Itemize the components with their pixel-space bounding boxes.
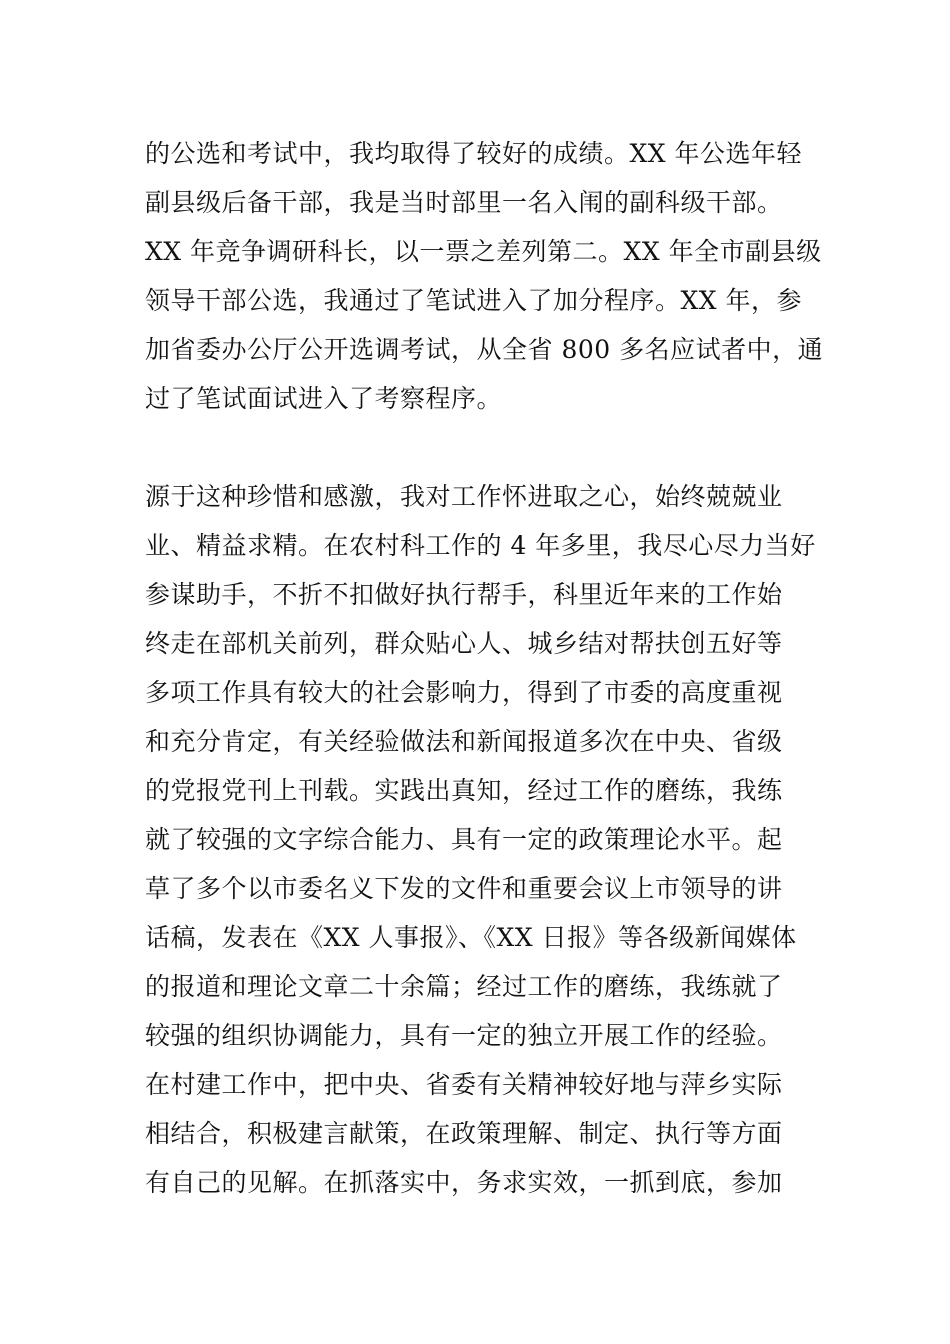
text-line: 过了笔试面试进入了考察程序。: [145, 384, 503, 413]
text-line: 终走在部机关前列，群众贴心人、城乡结对帮扶创五好等: [145, 629, 783, 658]
text-line: 有自己的见解。在抓落实中，务求实效，一抓到底，参加: [145, 1168, 783, 1197]
text-line: 源于这种珍惜和感激，我对工作怀进取之心，始终兢兢业: [145, 482, 783, 511]
text-line: 的报道和理论文章二十余篇；经过工作的磨练，我练就了: [145, 972, 783, 1001]
text-line: 的公选和考试中，我均取得了较好的成绩。XX 年公选年轻: [145, 139, 803, 168]
text-line: 相结合，积极建言献策，在政策理解、制定、执行等方面: [145, 1119, 783, 1148]
text-line: 的党报党刊上刊载。实践出真知，经过工作的磨练，我练: [145, 776, 783, 805]
text-line: 副县级后备干部，我是当时部里一名入闱的副科级干部。: [145, 188, 783, 217]
paragraph-2: [145, 472, 825, 1207]
text-line: 话稿，发表在《XX 人事报》、《XX 日报》等各级新闻媒体: [145, 923, 797, 952]
paragraph-1: [145, 129, 825, 423]
text-line: 参谋助手，不折不扣做好执行帮手，科里近年来的工作始: [145, 580, 783, 609]
text-line: 加省委办公厅公开选调考试，从全省 800 多名应试者中，通: [145, 335, 824, 364]
text-line: 较强的组织协调能力，具有一定的独立开展工作的经验。: [145, 1021, 783, 1050]
text-line: 就了较强的文字综合能力、具有一定的政策理论水平。起: [145, 825, 783, 854]
text-line: XX 年竞争调研科长，以一票之差列第二。XX 年全市副县级: [145, 237, 822, 266]
text-line: 和充分肯定，有关经验做法和新闻报道多次在中央、省级: [145, 727, 783, 756]
text-line: 业、精益求精。在农村科工作的 4 年多里，我尽心尽力当好: [145, 531, 816, 560]
text-line: 领导干部公选，我通过了笔试进入了加分程序。XX 年，参: [145, 286, 803, 315]
text-line: 草了多个以市委名义下发的文件和重要会议上市领导的讲: [145, 874, 783, 903]
text-line: 多项工作具有较大的社会影响力，得到了市委的高度重视: [145, 678, 783, 707]
text-line: 在村建工作中，把中央、省委有关精神较好地与萍乡实际: [145, 1070, 783, 1099]
